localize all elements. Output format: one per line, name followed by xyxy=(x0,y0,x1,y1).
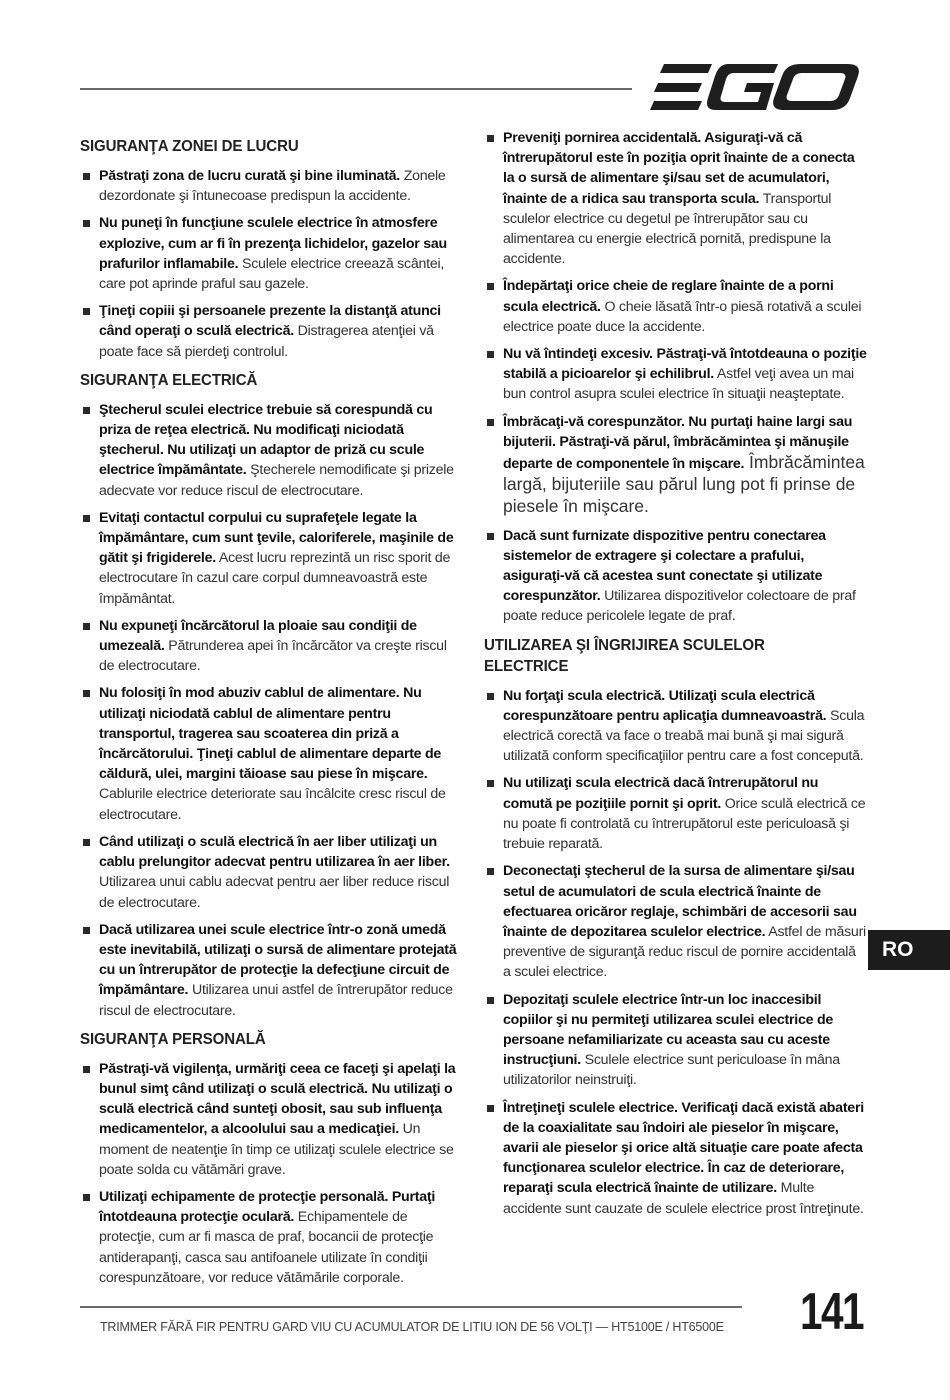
bullet-body-text: Transportul sculelor electrice cu degetul pe întrerupător sau cu alimentarea cu energie electrică pornită, predispune la accidente. xyxy=(503,190,832,268)
square-bullet-icon xyxy=(487,693,494,700)
bullet-bold-text: Evitaţi contactul corpului cu suprafeţele legate la împământare, cum sunt ţevile, caloriferele, maşinile de gătit şi frigiderele. xyxy=(99,509,454,567)
bullet-body-text: Multe accidente sunt cauzate de sculele electrice prost întreţinute. xyxy=(503,1180,864,1217)
bullet-bold-text: Îmbrăcaţi-vă corespunzător. Nu purtaţi haine largi sau bijuterii. Păstraţi-vă părul, îmbrăcămintea şi mănuşile departe de componentele în mişcare. xyxy=(503,413,853,473)
square-bullet-icon xyxy=(487,1105,494,1112)
bullet-item xyxy=(80,832,463,913)
bullet-item xyxy=(484,276,867,337)
bullet-bold-text: Nu puneţi în funcţiune sculele electrice în atmosfere explozive, cum ar fi în prezenţa lichidelor, gazelor sau prafurilor inflamabile. xyxy=(99,215,447,272)
bullet-body-text: Orice sculă electrică ce nu poate fi controlată cu întrerupătorul este periculoasă şi trebuie reparată. xyxy=(503,795,866,853)
page-number: 141 xyxy=(800,1283,863,1341)
square-bullet-icon xyxy=(487,533,494,540)
header-rule xyxy=(80,88,632,90)
bullet-body-text: Acest lucru reprezintă un risc sporit de electrocutare în cazul care corpul dumneavoastră este împământat. xyxy=(99,550,451,607)
bullet-item xyxy=(80,213,463,294)
bullet-bold-text: Păstraţi-vă vigilenţa, urmăriţi ceea ce faceţi şi apelaţi la bunul simţ când utilizaţi o sculă electrică. Nu utilizaţi o sculă electrică când sunteţi obosit, sau sub influenţa medicamentelor, a alcoolului sau a medicaţiei. xyxy=(99,1060,456,1138)
bullet-body-text: Un moment de neatenţie în timp ce utilizaţi sculele electrice se poate solda cu vătămări grave. xyxy=(99,1121,454,1178)
bullet-item xyxy=(80,301,463,362)
bullet-item xyxy=(484,686,867,767)
bullet-body-text: Ştecherele nemodificate şi prizele adecvate vor reduce riscul de electrocutare. xyxy=(99,462,454,499)
bullet-item xyxy=(484,344,867,405)
square-bullet-icon xyxy=(487,997,494,1004)
bullet-body-text: Sculele electrice sunt periculoase în mâna utilizatorilor neinstruiţi. xyxy=(503,1052,840,1089)
bullet-bold-text: Dacă utilizarea unei scule electrice într-o zonă umedă este inevitabilă, utilizaţi o sursă de alimentare protejată cu un întrerupător de protecţie la defecţiune circuit de împământare. xyxy=(99,921,457,999)
bullet-bold-text: Întreţineţi sculele electrice. Verificaţi dacă există abateri de la coaxialitate sau îndoiri ale pieselor în mişcare, avarii ale pieselor şi orice altă situaţie care poate afecta funcţionarea sculelor electrice. În caz de deteriorare, reparaţi scula electrică înainte de utilizare. xyxy=(503,1099,864,1197)
bullet-body-text: Echipamentele de protecţie, cum ar fi masca de praf, bocancii de protecţie antiderapanţi, casca sau antifoanele utilizate în condiţii corespunzătoare, vor reduce vătămările corporale. xyxy=(99,1209,434,1286)
square-bullet-icon xyxy=(83,515,90,522)
bullet-body-text: Zonele dezordonate şi întunecoase predispun la accidente. xyxy=(99,168,446,205)
bullet-bold-text: Deconectaţi ştecherul de la sursa de alimentare şi/sau setul de acumulatori de scula electrică înainte de efectuarea oricăror reglaje, schimbări de accesorii sau înainte de depozitarea sculelor electrice. xyxy=(503,863,857,940)
square-bullet-icon xyxy=(83,927,90,934)
bullet-bold-text: Nu expuneţi încărcătorul la ploaie sau condiţii de umezeală. xyxy=(99,617,417,655)
bullet-body-text: Sculele electrice creează scântei, care pot aprinde praful sau gazele. xyxy=(99,255,445,293)
bullet-item xyxy=(484,412,867,519)
square-bullet-icon xyxy=(487,135,494,142)
square-bullet-icon xyxy=(83,690,90,697)
square-bullet-icon xyxy=(83,407,90,414)
bullet-item xyxy=(80,616,463,677)
bullet-item xyxy=(80,683,463,824)
bullet-item xyxy=(484,526,867,627)
bullet-bold-text: Îndepărtaţi orice cheie de reglare înainte de a porni scula electrică. xyxy=(503,278,834,315)
ego-logo xyxy=(650,64,862,112)
bullet-body-text: Utilizarea dispozitivelor colectoare de praf poate reduce pericolele legate de praf. xyxy=(503,588,856,625)
bullet-bold-text: Nu vă întindeţi excesiv. Păstraţi-vă întotdeauna o poziţie stabilă a picioarelor şi echilibrul. xyxy=(503,346,867,383)
square-bullet-icon xyxy=(83,220,90,227)
square-bullet-icon xyxy=(487,283,494,290)
bullet-body-text: Utilizarea unui astfel de întrerupător reduce riscul de electrocutare. xyxy=(99,982,453,1019)
bullet-body-text: Pătrunderea apei în încărcător va creşte riscul de electrocutare. xyxy=(99,638,447,675)
bullet-bold-text: Când utilizaţi o sculă electrică în aer liber utilizaţi un cablu prelungitor adecvat pentru utilizarea în aer liber. xyxy=(99,833,450,871)
bullet-item xyxy=(80,1059,463,1180)
square-bullet-icon xyxy=(487,780,494,787)
section-heading: SIGURANŢA ELECTRICĂ xyxy=(80,371,258,389)
square-bullet-icon xyxy=(83,308,90,315)
bullet-item xyxy=(80,1187,463,1288)
bullet-body-text: O cheie lăsată într-o piesă rotativă a sculei electrice poate duce la accidente. xyxy=(503,298,862,335)
square-bullet-icon xyxy=(487,351,494,358)
bullet-item xyxy=(484,861,867,982)
footer-product-title: TRIMMER FĂRĂ FIR PENTRU GARD VIU CU ACUMULATOR DE LITIU ION DE 56 VOLŢI — HT5100E / HT6500E xyxy=(100,1320,724,1334)
language-tab: RO xyxy=(868,930,950,970)
bullet-bold-text: Nu forţaţi scula electrică. Utilizaţi scula electrică corespunzătoare pentru aplicaţia dumneavoastră. xyxy=(503,687,827,724)
bullet-bold-text: Dacă sunt furnizate dispozitive pentru conectarea sistemelor de extragere şi colectare a prafului, asiguraţi-vă că acestea sunt conectate şi utilizate corespunzător. xyxy=(503,527,826,605)
bullet-item xyxy=(80,166,463,206)
bullet-body-text: Utilizarea unui cablu adecvat pentru aer liber reduce riscul de electrocutare. xyxy=(99,874,450,911)
bullet-body-text: Distragerea atenţiei vă poate face să pierdeţi controlul. xyxy=(99,323,434,360)
section-heading: SIGURANŢA ZONEI DE LUCRU xyxy=(80,138,299,155)
bullet-item xyxy=(484,990,867,1091)
bullet-item xyxy=(80,920,463,1021)
section-heading: UTILIZAREA ŞI ÎNGRIJIREA SCULELOR ELECTRICE xyxy=(484,636,765,675)
right-column xyxy=(484,128,867,1226)
bullet-body-text: Astfel veţi avea un mai bun control asupra sculei electrice în situaţii neaşteptate. xyxy=(503,366,854,403)
bullet-bold-text: Depozitaţi sculele electrice într-un loc inaccesibil copiilor şi nu permiteţi utilizarea sculei electrice de persoane nefamiliarizate cu aceasta sau cu aceste instrucţiuni. xyxy=(503,991,834,1069)
bullet-bold-text: Utilizaţi echipamente de protecţie personală. Purtaţi întotdeauna protecţie oculară. xyxy=(99,1188,436,1226)
bullet-bold-text: Ţineţi copiii şi persoanele prezente la distanţă atunci când operaţi o sculă electrică. xyxy=(99,303,441,340)
bullet-body-text: Scula electrică corectă va face o treabă mai bună şi mai sigură utilizată conform specificaţiilor pentru care a fost concepută. xyxy=(503,707,865,765)
square-bullet-icon xyxy=(83,1194,90,1201)
section-heading: SIGURANŢA PERSONALĂ xyxy=(80,1030,266,1048)
bullet-item xyxy=(484,773,867,854)
bullet-bold-text: Ştecherul sculei electrice trebuie să corespundă cu priza de reţea electrică. Nu modificaţi niciodată ştecherul. Nu utilizaţi un adaptor de priză cu scule electrice împământate. xyxy=(99,401,433,479)
bullet-item xyxy=(80,400,463,501)
square-bullet-icon xyxy=(83,173,90,180)
bullet-bold-text: Nu folosiţi în mod abuziv cablul de alimentare. Nu utilizaţi niciodată cablul de alimentare pentru transportul, tragerea sau scoaterea din priză a încărcătorului. Ţineţi cablul de alimentare departe de căldură, ulei, margini tăioase sau piese în mişcare. xyxy=(99,685,442,783)
square-bullet-icon xyxy=(487,419,494,426)
square-bullet-icon xyxy=(83,1066,90,1073)
square-bullet-icon xyxy=(83,623,90,630)
bullet-bold-text: Nu utilizaţi scula electrică dacă întrerupătorul nu comută pe poziţiile pornit şi oprit. xyxy=(503,775,819,812)
footer-rule xyxy=(80,1306,742,1308)
bullet-item xyxy=(80,508,463,609)
bullet-body-text-large: Îmbrăcămintea largă, bijuteriile sau părul lung pot fi prinse de piesele în mişcare. xyxy=(503,452,865,517)
bullet-body-text: Cablurile electrice deteriorate sau încâlcite cresc riscul de electrocutare. xyxy=(99,786,446,823)
bullet-item xyxy=(484,128,867,269)
bullet-bold-text: Păstraţi zona de lucru curată şi bine iluminată. xyxy=(99,168,400,184)
square-bullet-icon xyxy=(83,839,90,846)
bullet-item xyxy=(484,1098,867,1219)
left-column xyxy=(80,128,463,1295)
square-bullet-icon xyxy=(487,868,494,875)
bullet-body-text: Astfel de măsuri preventive de siguranţă reduc riscul de pornire accidentală a sculei electrice. xyxy=(503,923,866,981)
bullet-bold-text: Preveniţi pornirea accidentală. Asiguraţi-vă că întrerupătorul este în poziţia oprit înainte de a conecta la o sursă de alimentare şi/sau set de acumulatori, înainte de a ridica sau transporta scula. xyxy=(503,130,855,207)
